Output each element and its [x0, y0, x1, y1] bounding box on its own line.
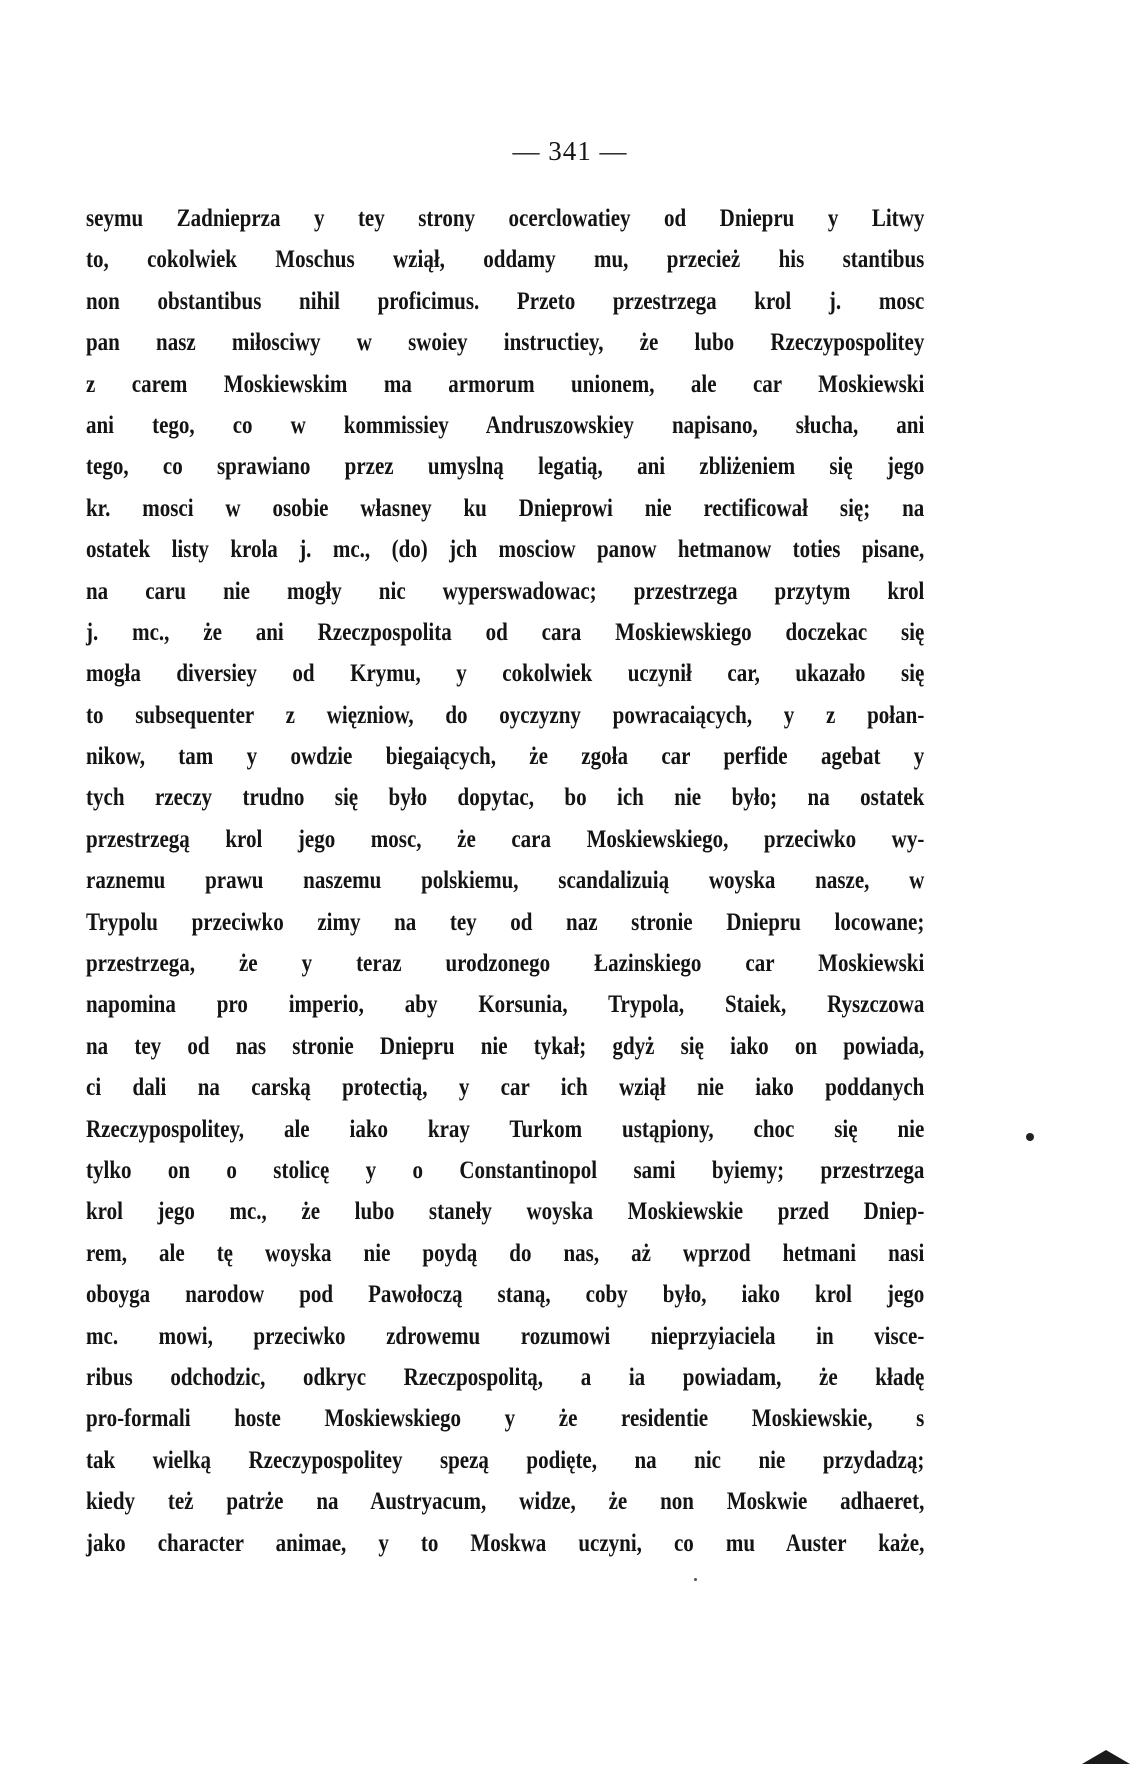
- text-line: tak wielką Rzeczypospolitey spezą podięte, na nic nie przydadzą;: [86, 1446, 925, 1474]
- text-line: napomina pro imperio, aby Korsunia, Trypola, Staiek, Ryszczowa: [86, 991, 925, 1019]
- text-line: non obstantibus nihil proficimus. Przeto przestrzega krol j. mosc: [86, 287, 925, 315]
- text-line: nikow, tam y owdzie biegaiących, że zgoła car perfide agebat y: [86, 743, 925, 771]
- text-line: tego, co sprawiano przez umyslną legatią, ani zbliżeniem się jego: [86, 453, 925, 481]
- text-line: kiedy też patrże na Austryacum, widze, że non Moskwie adhaeret,: [86, 1488, 925, 1516]
- text-line: raznemu prawu naszemu polskiemu, scandalizuią woyska nasze, w: [86, 867, 925, 895]
- text-line: seymu Zadnieprza y tey strony ocerclowatiey od Dniepru y Litwy: [86, 205, 925, 232]
- text-line: to subsequenter z więzniow, do oyczyzny powracaiących, y z połan-: [86, 701, 925, 729]
- page-number: — 341 —: [512, 136, 628, 166]
- ink-speck: [694, 1578, 697, 1581]
- text-line: jako character animae, y to Moskwa uczyni, co mu Auster każe,: [86, 1529, 925, 1557]
- text-line: ostatek listy krola j. mc., (do) jch mosciow panow hetmanow toties pisane,: [86, 536, 925, 564]
- text-line: tych rzeczy trudno się było dopytac, bo ich nie było; na ostatek: [86, 784, 925, 812]
- text-line: ci dali na carską protectią, y car ich wziął nie iako poddanych: [86, 1074, 925, 1102]
- text-line: ribus odchodzic, odkryc Rzeczpospolitą, a ia powiadam, że kładę: [86, 1363, 925, 1391]
- text-line: oboyga narodow pod Pawołoczą staną, coby było, iako krol jego: [86, 1281, 925, 1309]
- text-line: pro-formali hoste Moskiewskiego y że residentie Moskiewskie, s: [86, 1405, 925, 1433]
- text-line: na caru nie mogły nic wyperswadowac; przestrzega przytym krol: [86, 577, 925, 605]
- text-line: pan nasz miłosciwy w swoiey instructiey, że lubo Rzeczypospolitey: [86, 329, 925, 357]
- text-line: Rzeczypospolitey, ale iako kray Turkom ustąpiony, choc się nie: [86, 1115, 925, 1143]
- text-line: to, cokolwiek Moschus wziął, oddamy mu, przecież his stantibus: [86, 246, 925, 274]
- text-line: mc. mowi, przeciwko zdrowemu rozumowi nieprzyiaciela in visce-: [86, 1322, 925, 1350]
- text-line: mogła diversiey od Krymu, y cokolwiek uczynił car, ukazało się: [86, 660, 925, 688]
- text-line: kr. mosci w osobie własney ku Dnieprowi nie rectificował się; na: [86, 494, 925, 522]
- text-line: przestrzega, że y teraz urodzonego Łazinskiego car Moskiewski: [86, 950, 925, 978]
- text-line: rem, ale tę woyska nie poydą do nas, aż wprzod hetmani nasi: [86, 1239, 925, 1267]
- text-line: z carem Moskiewskim ma armorum unionem, ale car Moskiewski: [86, 370, 925, 398]
- text-line: tylko on o stolicę y o Constantinopol sami byiemy; przestrzega: [86, 1156, 925, 1184]
- text-line: przestrzegą krol jego mosc, że cara Moskiewskiego, przeciwko wy-: [86, 825, 925, 853]
- text-line: j. mc., że ani Rzeczpospolita od cara Moskiewskiego doczekac się: [86, 618, 925, 646]
- body-text: [86, 198, 924, 1564]
- text-line: krol jego mc., że lubo staneły woyska Moskiewskie przed Dniep-: [86, 1198, 925, 1226]
- text-line: na tey od nas stronie Dniepru nie tykał; gdyż się iako on powiada,: [86, 1032, 925, 1060]
- page-corner-mark: [1082, 1750, 1130, 1764]
- text-line: Trypolu przeciwko zimy na tey od naz stronie Dniepru locowane;: [86, 908, 925, 936]
- margin-bullet-mark: [1026, 1133, 1034, 1141]
- text-line: ani tego, co w kommissiey Andruszowskiey napisano, słucha, ani: [86, 411, 925, 439]
